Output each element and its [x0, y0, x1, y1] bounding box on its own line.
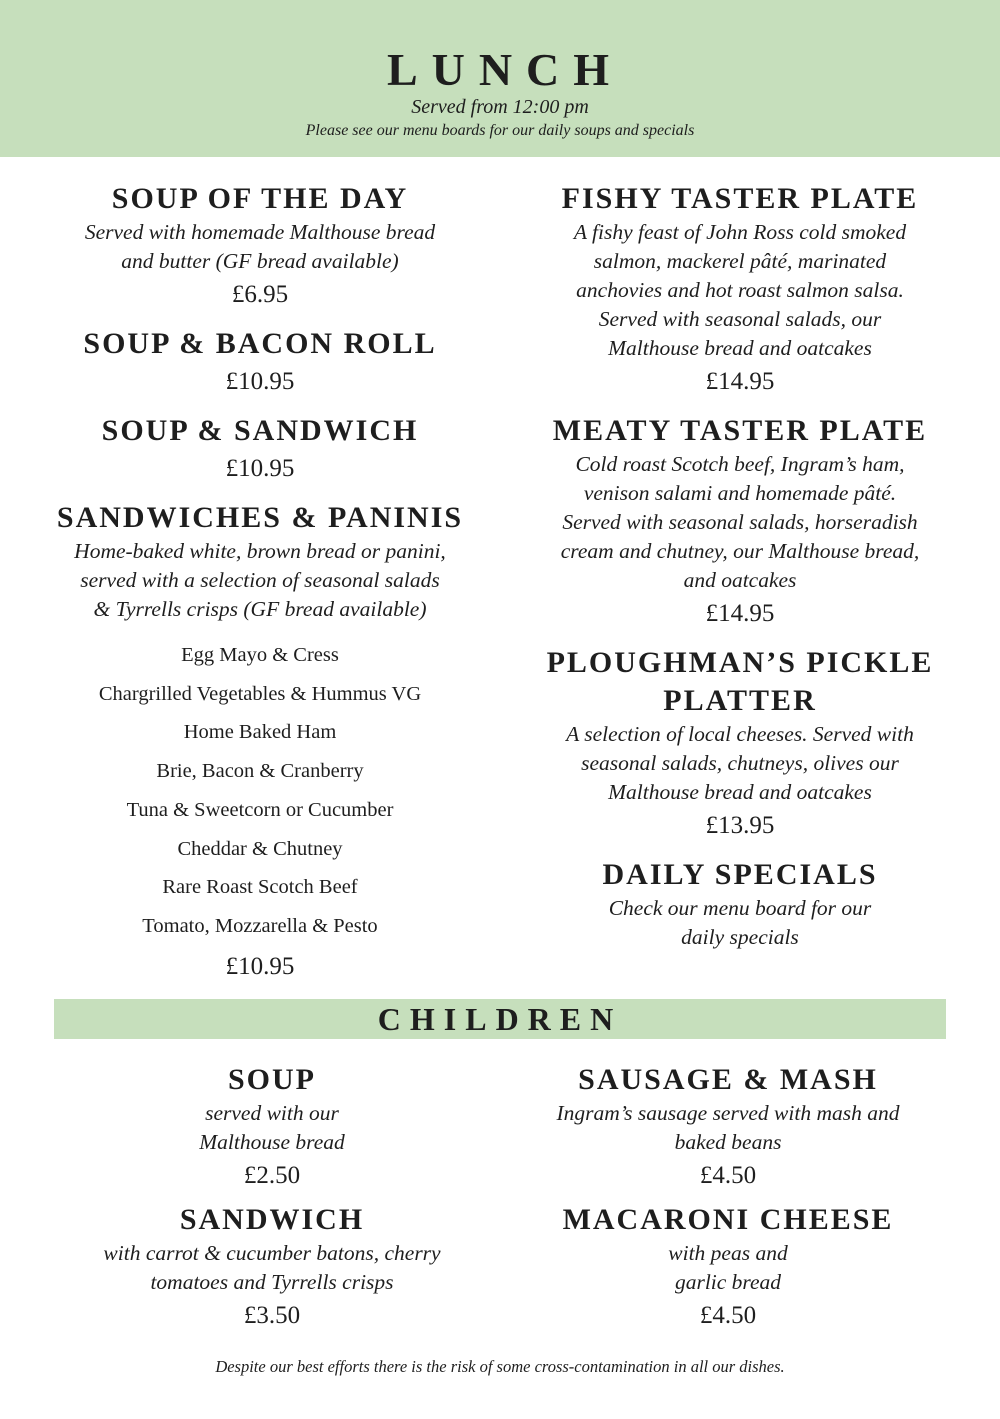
- children-heading: CHILDREN: [54, 999, 946, 1039]
- menu-item-soup-of-the-day: [40, 180, 480, 312]
- left-column: [40, 180, 480, 984]
- list-item: Chargrilled Vegetables & Hummus VG: [98, 682, 422, 705]
- item-title: MACARONI CHEESE: [562, 1203, 894, 1236]
- children-left-column: [52, 1061, 492, 1333]
- item-title: PLATTER: [663, 684, 817, 717]
- item-description: Served with seasonal salads, our: [598, 307, 882, 331]
- item-price: £10.95: [225, 952, 295, 980]
- item-description: with carrot & cucumber batons, cherry: [103, 1241, 441, 1265]
- list-item: Cheddar & Chutney: [177, 837, 343, 860]
- item-price: £14.95: [705, 600, 775, 627]
- item-title: SOUP OF THE DAY: [111, 182, 409, 215]
- list-item: Tuna & Sweetcorn or Cucumber: [126, 798, 394, 821]
- item-description: Malthouse bread and oatcakes: [608, 780, 872, 804]
- list-item: Home Baked Ham: [183, 721, 337, 744]
- page-title: LUNCH: [386, 44, 624, 95]
- item-description: Malthouse bread and oatcakes: [608, 336, 872, 360]
- menu-item-macaroni-cheese: [508, 1201, 948, 1333]
- item-description: garlic bread: [674, 1270, 782, 1294]
- item-description: venison salami and homemade pâté.: [583, 481, 897, 505]
- served-time: Served from 12:00 pm: [411, 96, 589, 118]
- item-description: anchovies and hot roast salmon salsa.: [576, 278, 904, 302]
- item-description: & Tyrrells crisps (GF bread available): [93, 597, 427, 621]
- item-description: tomatoes and Tyrrells crisps: [150, 1270, 394, 1294]
- item-title: SANDWICH: [179, 1203, 365, 1236]
- children-right-column: [508, 1061, 948, 1333]
- menu-item-daily-specials: [520, 856, 960, 952]
- menu-item-children-soup: [52, 1061, 492, 1193]
- right-column: [520, 180, 960, 952]
- item-title: SOUP: [227, 1063, 316, 1096]
- item-description: Cold roast Scotch beef, Ingram’s ham,: [575, 452, 905, 476]
- item-price: £6.95: [231, 281, 289, 308]
- item-title: SOUP & SANDWICH: [101, 414, 419, 447]
- list-item: Tomato, Mozzarella & Pesto: [142, 914, 378, 937]
- item-price: £13.95: [705, 812, 775, 839]
- item-price: £4.50: [699, 1302, 757, 1329]
- item-title: FISHY TASTER PLATE: [561, 182, 919, 215]
- menu-item-sandwiches-paninis: [40, 499, 480, 984]
- allergy-disclaimer: Despite our best efforts there is the risk of some cross-contamination in all our dishes.: [215, 1357, 785, 1376]
- item-description: salmon, mackerel pâté, marinated: [593, 249, 887, 273]
- item-description: and butter (GF bread available): [121, 249, 399, 273]
- item-description: and oatcakes: [683, 568, 797, 592]
- list-item: Egg Mayo & Cress: [181, 644, 339, 666]
- item-price: £10.95: [225, 455, 295, 482]
- item-description: served with our: [205, 1101, 339, 1125]
- item-description: A fishy feast of John Ross cold smoked: [573, 220, 907, 244]
- list-item: Rare Roast Scotch Beef: [162, 876, 358, 899]
- item-description: Home-baked white, brown bread or panini,: [74, 539, 446, 563]
- item-description: seasonal salads, chutneys, olives our: [581, 751, 899, 775]
- item-description: with peas and: [668, 1241, 788, 1265]
- item-description: Ingram’s sausage served with mash and: [556, 1101, 900, 1125]
- item-title: SOUP & BACON ROLL: [83, 327, 437, 360]
- sandwich-options-list: [40, 636, 480, 946]
- header-note: Please see our menu boards for our daily soups and specials: [305, 122, 695, 139]
- menu-item-soup-bacon-roll: [40, 325, 480, 399]
- item-price: £4.50: [699, 1162, 757, 1189]
- menu-item-meaty-taster-plate: [520, 412, 960, 631]
- item-description: Malthouse bread: [199, 1130, 345, 1154]
- item-price: £3.50: [243, 1302, 301, 1329]
- menu-item-sausage-mash: [508, 1061, 948, 1193]
- item-description: served with a selection of seasonal salads: [80, 568, 440, 592]
- list-item: Brie, Bacon & Cranberry: [156, 760, 364, 783]
- item-description: A selection of local cheeses. Served with: [566, 722, 914, 746]
- item-price: £2.50: [243, 1162, 301, 1189]
- item-price: £10.95: [225, 368, 295, 395]
- item-description: daily specials: [681, 925, 799, 949]
- item-title: DAILY SPECIALS: [602, 858, 878, 891]
- menu-item-ploughmans-pickle-platter: [520, 644, 960, 843]
- item-description: Served with seasonal salads, horseradish: [562, 510, 918, 534]
- item-description: baked beans: [674, 1130, 782, 1154]
- item-title: MEATY TASTER PLATE: [552, 414, 928, 447]
- item-title: PLOUGHMAN’S PICKLE: [546, 646, 934, 679]
- menu-item-fishy-taster-plate: [520, 180, 960, 399]
- item-description: Served with homemade Malthouse bread: [84, 220, 436, 244]
- item-title: SAUSAGE & MASH: [578, 1063, 878, 1096]
- item-price: £14.95: [705, 368, 775, 395]
- item-description: cream and chutney, our Malthouse bread,: [560, 539, 920, 563]
- item-title: SANDWICHES & PANINIS: [56, 501, 464, 534]
- header-band: [0, 0, 1000, 157]
- item-description: Check our menu board for our: [608, 896, 872, 920]
- menu-item-soup-sandwich: [40, 412, 480, 486]
- menu-item-children-sandwich: [52, 1201, 492, 1333]
